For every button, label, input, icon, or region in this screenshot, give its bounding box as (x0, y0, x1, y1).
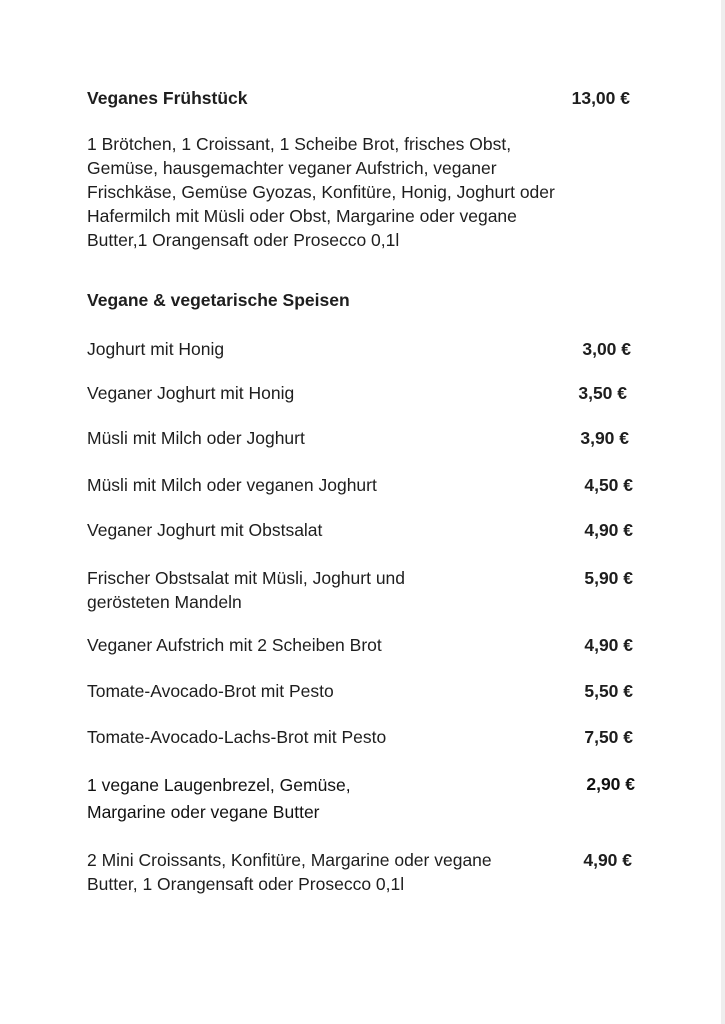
page-edge (721, 0, 725, 1024)
menu-item-price: 4,90 € (583, 850, 632, 870)
menu-item-price: 4,90 € (584, 635, 633, 655)
menu-item-price: 3,00 € (582, 339, 631, 359)
menu-item-name: Müsli mit Milch oder veganen Joghurt (87, 475, 377, 495)
menu-item-name: Veganer Joghurt mit Honig (87, 383, 295, 403)
menu-item-name: Tomate-Avocado-Brot mit Pesto (87, 681, 334, 701)
breakfast-title: Veganes Frühstück (87, 88, 248, 108)
breakfast-price: 13,00 € (571, 88, 630, 108)
menu-item-price: 3,50 € (578, 383, 627, 403)
menu-item-name: Tomate-Avocado-Lachs-Brot mit Pesto (87, 727, 387, 747)
menu-item-name: 1 vegane Laugenbrezel, Gemüse, Margarine oder vegane Butter (87, 775, 351, 822)
menu-item-name: Frischer Obstsalat mit Müsli, Joghurt und gerösteten Mandeln (87, 568, 406, 612)
menu-item-name: Joghurt mit Honig (87, 339, 225, 359)
menu-item-name: Müsli mit Milch oder Joghurt (87, 428, 305, 448)
menu-item-price: 5,90 € (584, 568, 633, 588)
menu-item-name: Veganer Aufstrich mit 2 Scheiben Brot (87, 635, 382, 655)
menu-item-name: 2 Mini Croissants, Konfitüre, Margarine oder vegane Butter, 1 Orangensaft oder Prosecco 0,1l (87, 850, 492, 894)
section-title: Vegane & vegetarische Speisen (87, 290, 350, 310)
menu-item-price: 7,50 € (584, 727, 633, 747)
menu-item-price: 3,90 € (580, 428, 629, 448)
menu-item-price: 4,50 € (584, 475, 633, 495)
menu-item-name: Veganer Joghurt mit Obstsalat (87, 520, 323, 540)
menu-item-price: 5,50 € (584, 681, 633, 701)
menu-item-price: 4,90 € (584, 520, 633, 540)
breakfast-description: 1 Brötchen, 1 Croissant, 1 Scheibe Brot, frisches Obst, Gemüse, hausgemachter veganer Aufstrich, veganer Frischkäse, Gemüse Gyozas, Konfitüre, Honig, Joghurt oder Hafermilch mit Müsli oder Obst, Margarine oder vegane Butter,1 Orangensaft oder Prosecco 0,1l (87, 134, 555, 250)
menu-item-price: 2,90 € (586, 774, 635, 794)
